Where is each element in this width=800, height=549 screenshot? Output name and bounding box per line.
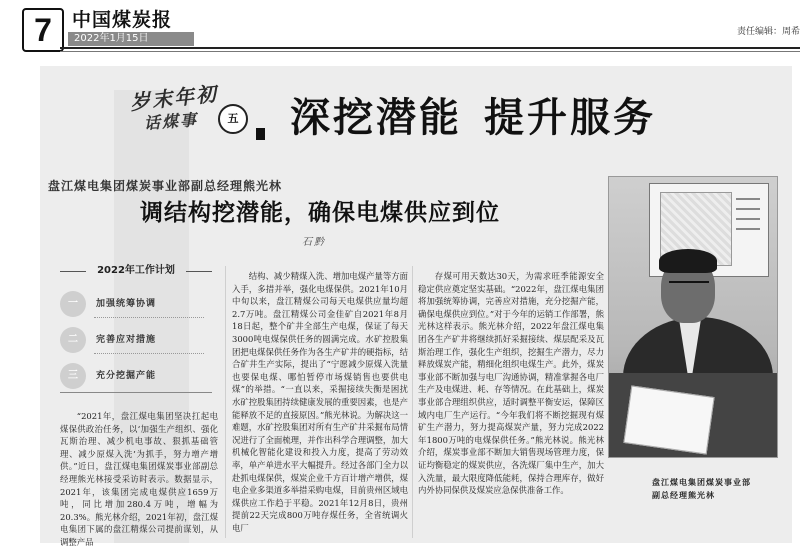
board-text-line <box>736 218 760 220</box>
article-paragraph: “2021年，盘江煤电集团坚决扛起电煤保供政治任务，以‘加强生产组织、强化瓦斯治理、减少机电事故、狠抓基础管理、减少原煤入洗’为抓手，努力增产增供。”近日，盘江煤电集团煤炭事业部副总经理熊光林接受采访时表示。数据显示，2021年，该集团完成电煤供应1659万吨，同比增加280.4万吨，增幅为20.3%。熊光林介绍，2021年初，盘江煤电集团下属的盘江精煤公司提前谋划，从调整产品 <box>60 411 218 547</box>
article-paragraph: 结构、减少精煤入洗、增加电煤产量等方面入手，多措并举，强化电煤保供。2021年10月中旬以来，盘江精煤公司每天电煤供应量均超2.7万吨。盘江精煤公司金佳矿自2021年8月18日起，整个矿井全部生产电煤，保证了每天3000吨电煤保供任务的圆满完成。水矿控股集团把电煤保供任务作为各生产矿井的硬指标，结合矿井生产实际，提出了“宁愿减少原煤入洗量也要保电煤、哪怕暂停市场煤销售也要供电煤”的举措。“一直以来，采掘接续失衡是困扰水矿控股集团持续健康发展的重要因素，也是产能释放不足的直接原因。”熊光林说。为解决这一难题，水矿控股集团对所有生产矿井采掘布局情况进行了全面梳理，并作出科学合理调整，加大机械化智能化建设和投入力度，提高了劳动效率，单产单进水平大幅提升。经过各部门全力以赴抓电煤保供，煤炭企业千方百计增产增供，煤电企业多渠道多举措采购电煤，目前贵州区域电煤供应工作趋于平稳。2021年12月8日，贵州提前22天完成800万吨存煤任务，全省统调火电厂 <box>232 271 408 533</box>
plan-item-number: 二 <box>60 327 86 353</box>
article-paragraph: 存煤可用天数达30天，为需求旺季能源安全稳定供应奠定坚实基础。“2022年，盘江煤电集团将加强统筹协调，完善应对措施，充分挖掘产能，确保电煤供应到位。”对于今年的运销工作部署，熊光林这样表示。熊光林介绍，2022年盘江煤电集团各生产矿井将继续抓好采掘接续、煤层配采及瓦斯治理工作，强化生产组织，挖掘生产潜力，尽力释放煤炭产能，精细化组织电煤生产。此外，煤炭事业部不断加强与电厂沟通协调，精准掌握各电厂生产及电煤进、耗、存等情况。在此基础上，煤炭事业部合理组织供应，适时调整平衡安运，保障区域内电厂生产运行。“今年我们将不断挖掘现有煤矿生产潜力，努力提高煤炭产量，努力完成2022年1800万吨的电煤保供任务。”熊光林说。熊光林介绍，煤炭事业部不断加大销售现场管理力度，保证均衡稳定的煤炭供应，各洗煤厂集中生产，加大入洗量，最大限度降低能耗，保持合理库存，做好内外协同保供及煤炭应急保供准备工作。 <box>418 271 604 496</box>
series-logo <box>130 80 270 142</box>
article-column-1 <box>60 410 218 547</box>
header-rule <box>60 47 800 49</box>
plan-item-label: 加强统筹协调 <box>96 299 157 309</box>
portrait-photo <box>608 176 778 458</box>
issue-number-badge: 五 <box>218 104 248 134</box>
board-text-line <box>736 228 760 230</box>
document-on-desk <box>623 385 714 454</box>
work-plan-item <box>60 291 210 317</box>
decorative-block <box>256 128 265 140</box>
board-text-line <box>736 198 760 200</box>
plan-item-number: 三 <box>60 363 86 389</box>
plan-item-label: 完善应对措施 <box>96 335 157 345</box>
header-rule-thin <box>60 51 800 52</box>
column-separator <box>412 266 413 538</box>
work-plan-title: 2022年工作计划 <box>60 264 212 278</box>
page-number: 7 <box>22 8 64 52</box>
section-title-part2: 提升服务 <box>484 95 656 141</box>
person-glasses <box>669 281 709 291</box>
article-column-2 <box>232 270 408 540</box>
person-hair <box>659 249 717 273</box>
section-title-part1: 深挖潜能 <box>290 95 462 141</box>
newspaper-masthead: 中国煤炭报 <box>72 9 173 31</box>
column-separator <box>225 266 226 538</box>
photo-caption-line2: 副总经理熊光林 <box>652 490 715 500</box>
board-text-line <box>736 208 760 210</box>
photo-caption <box>652 476 772 502</box>
article-author: 石黔 <box>302 237 326 248</box>
responsible-editor: 责任编辑：周希 <box>736 27 800 37</box>
plan-item-number: 一 <box>60 291 86 317</box>
work-plan-bottom-rule <box>60 392 212 393</box>
issue-date: 2022年1月15日 <box>68 32 194 46</box>
section-title <box>290 94 656 142</box>
series-name-line2: 话煤事 <box>143 110 199 133</box>
article-headline: 调结构挖潜能，确保电煤供应到位 <box>140 199 500 226</box>
series-name-line1: 岁末年初 <box>128 81 220 115</box>
plan-item-label: 充分挖掘产能 <box>96 371 157 381</box>
work-plan-item <box>60 363 210 389</box>
article-kicker: 盘江煤电集团煤炭事业部副总经理熊光林 <box>48 179 283 193</box>
article-column-3 <box>418 270 604 540</box>
work-plan-item <box>60 327 210 353</box>
photo-caption-line1: 盘江煤电集团煤炭事业部 <box>652 477 751 487</box>
